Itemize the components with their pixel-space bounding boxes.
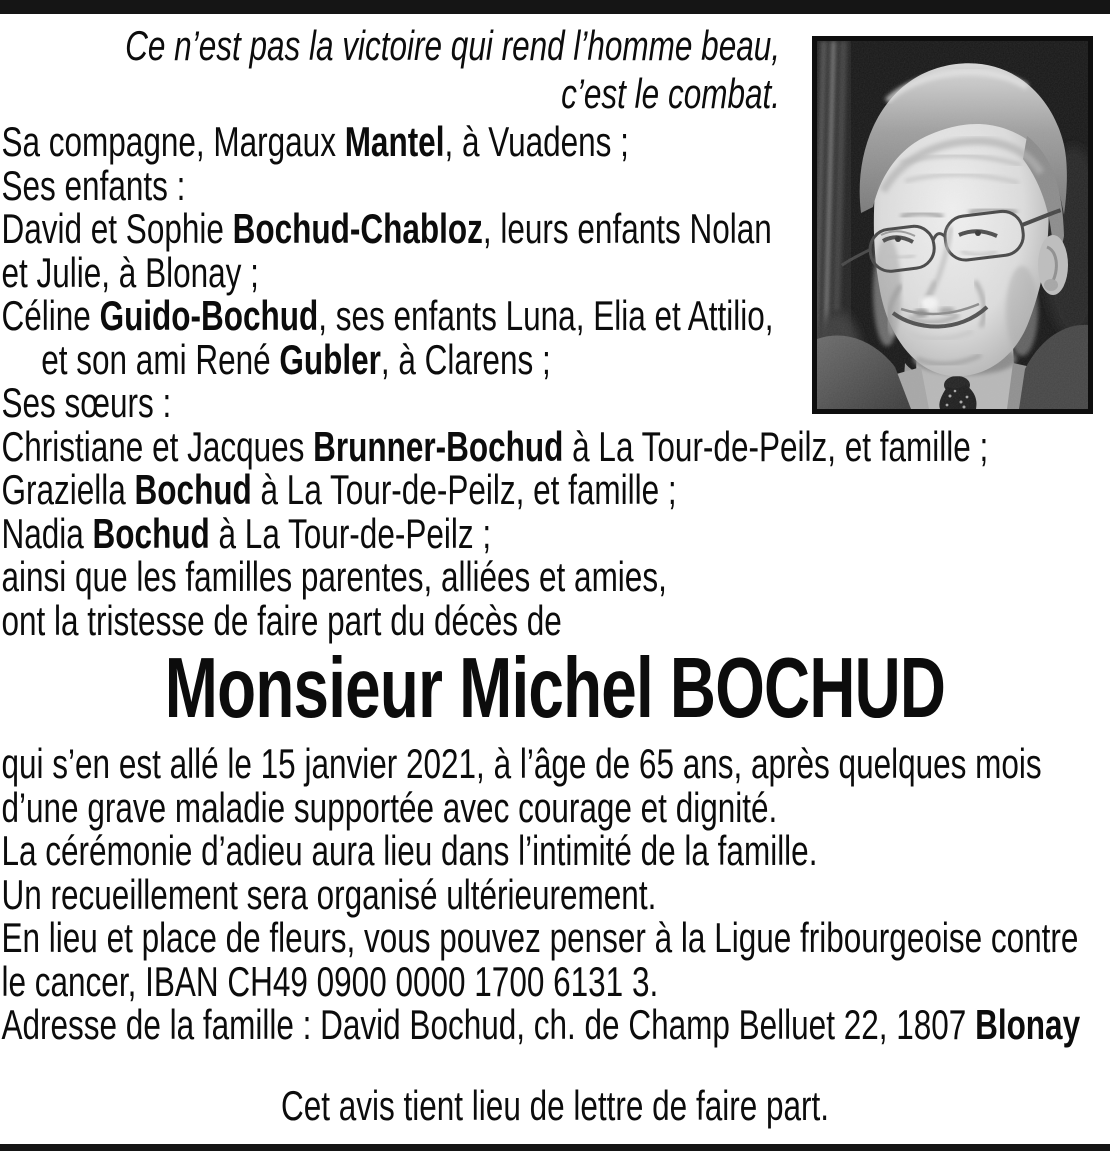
deceased-name-title: Monsieur Michel BOCHUD — [164, 641, 946, 736]
text-segment: , à Clarens ; — [380, 335, 551, 383]
text-segment: le cancer, IBAN CH49 0900 0000 1700 6131 3. — [1, 957, 659, 1005]
text-segment: et son ami René — [41, 335, 280, 383]
announcement-line — [2, 916, 1081, 960]
quote-line — [0, 22, 780, 70]
name-emphasis: Brunner-Bochud — [313, 422, 564, 470]
text-segment: Nadia — [1, 509, 93, 557]
text-segment: David et Sophie — [1, 205, 233, 252]
name-emphasis: Bochud — [92, 509, 210, 557]
announcement-line — [2, 829, 1081, 873]
announcement-line — [1, 783, 1081, 831]
text-segment: Ce n’est pas la victoire qui rend l’homme beau, — [125, 22, 780, 69]
text-segment: En lieu et place de fleurs, vous pouvez penser à la Ligue fribourgeoise contre — [1, 914, 1079, 961]
portrait-photo — [812, 36, 1093, 414]
announcement-text — [2, 742, 1081, 1047]
announcement-line — [1, 870, 1081, 918]
text-segment: à La Tour-de-Peilz ; — [209, 509, 492, 557]
name-emphasis: Bochud-Chabloz — [232, 205, 483, 252]
epigraph-quote — [0, 22, 780, 118]
text-segment: ainsi que les familles parentes, alliées et amies, — [1, 553, 667, 600]
portrait-illustration — [817, 41, 1088, 409]
text-segment: Ses enfants : — [1, 161, 186, 209]
name-emphasis: Guido-Bochud — [99, 292, 319, 339]
text-segment: Un recueillement sera organisé ultérieurement. — [1, 870, 657, 918]
family-line — [1, 596, 989, 644]
announcement-line — [2, 1003, 1081, 1047]
text-segment: et Julie, à Blonay ; — [1, 248, 259, 296]
text-segment: , à Vuadens ; — [444, 118, 629, 165]
text-segment: c’est le combat. — [561, 70, 780, 117]
bottom-border-bar — [0, 1144, 1110, 1151]
text-segment: Sa compagne, Margaux — [1, 118, 345, 165]
text-segment: à La Tour-de-Peilz, et famille ; — [251, 466, 677, 513]
text-segment: qui s’en est allé le 15 janvier 2021, à l’âge de 65 ans, après quelques mois — [1, 740, 1042, 787]
text-segment: , ses enfants Luna, Elia et Attilio, — [318, 292, 774, 339]
name-emphasis: Gubler — [279, 335, 381, 383]
family-line — [1, 509, 989, 557]
text-segment: Christiane et Jacques — [1, 422, 314, 470]
text-segment: La cérémonie d’adieu aura lieu dans l’intimité de la famille. — [1, 827, 818, 874]
text-segment: à La Tour-de-Peilz, et famille ; — [563, 422, 989, 470]
text-segment: ont la tristesse de faire part du décès de — [1, 596, 562, 644]
name-emphasis: Bochud — [134, 466, 252, 513]
quote-line — [0, 70, 780, 118]
text-segment: Céline — [1, 292, 100, 339]
text-segment: , leurs enfants Nolan — [482, 205, 772, 252]
family-line — [2, 468, 989, 512]
text-segment: d’une grave maladie supportée avec courage et dignité. — [1, 783, 778, 831]
text-segment: Graziella — [1, 466, 135, 513]
text-segment: Ses sœurs : — [1, 379, 172, 426]
announcement-line — [1, 957, 1081, 1005]
name-emphasis: Blonay — [975, 1001, 1081, 1048]
announcement-line — [2, 742, 1081, 786]
text-segment: Adresse de la famille : David Bochud, ch. de Champ Belluet 22, 1807 — [1, 1001, 976, 1048]
family-line — [1, 422, 989, 470]
family-line — [2, 555, 989, 599]
name-emphasis: Mantel — [344, 118, 445, 165]
footer-note: Cet avis tient lieu de lettre de faire part. — [280, 1082, 830, 1129]
